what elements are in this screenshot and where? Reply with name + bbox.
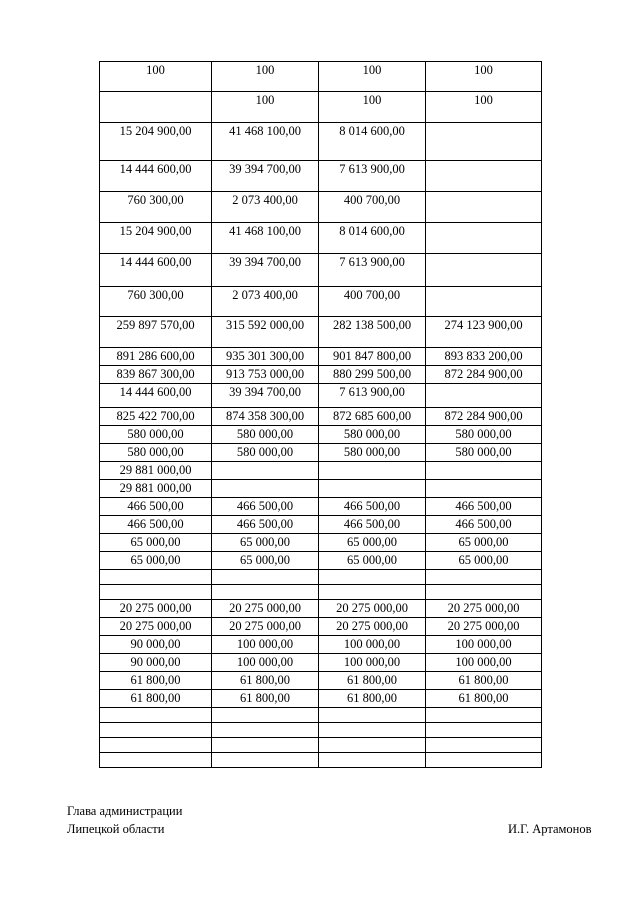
table-cell [212, 672, 319, 690]
cell-value: 580 000,00 [236, 427, 294, 441]
table-row [100, 738, 542, 753]
table-cell [426, 636, 542, 654]
table-cell [319, 672, 426, 690]
table-cell [426, 618, 542, 636]
table-cell [319, 408, 426, 426]
table-row [100, 123, 542, 161]
table-cell [319, 62, 426, 92]
table-cell [212, 738, 319, 753]
table-cell [100, 223, 212, 254]
table-cell [426, 123, 542, 161]
cell-value: 20 275 000,00 [447, 619, 520, 633]
table-cell [212, 498, 319, 516]
table-cell [426, 426, 542, 444]
cell-value: 61 800,00 [347, 673, 397, 687]
cell-value: 580 000,00 [343, 445, 401, 459]
cell-value: 259 897 570,00 [116, 318, 195, 332]
cell-value: 39 394 700,00 [229, 385, 301, 399]
cell-value: 400 700,00 [343, 288, 401, 302]
table-cell [100, 708, 212, 723]
cell-value: 100 [146, 63, 165, 77]
cell-value: 7 613 900,00 [339, 385, 405, 399]
cell-value: 100 [474, 93, 493, 107]
cell-value: 2 073 400,00 [232, 193, 298, 207]
cell-value: 100 [362, 63, 382, 77]
table-cell [212, 123, 319, 161]
table-cell [319, 366, 426, 384]
table-cell [212, 723, 319, 738]
table-cell [426, 254, 542, 287]
table-cell [426, 384, 542, 408]
cell-value: 100 000,00 [343, 637, 401, 651]
cell-value: 580 000,00 [127, 445, 184, 459]
cell-value: 14 444 600,00 [119, 162, 192, 176]
cell-value: 61 800,00 [458, 673, 509, 687]
cell-value: 65 000,00 [240, 535, 290, 549]
table-cell [319, 480, 426, 498]
table-cell [426, 161, 542, 192]
table-cell [319, 384, 426, 408]
table-cell [426, 348, 542, 366]
table-row [100, 753, 542, 768]
table-cell [426, 690, 542, 708]
cell-value: 880 299 500,00 [332, 367, 412, 381]
cell-value: 7 613 900,00 [339, 162, 405, 176]
cell-value: 61 800,00 [240, 673, 290, 687]
table-cell [212, 462, 319, 480]
table-cell [100, 384, 212, 408]
table-cell [319, 223, 426, 254]
table-cell [100, 254, 212, 287]
table-cell [426, 62, 542, 92]
table-row [100, 62, 542, 92]
table-cell [100, 570, 212, 585]
table-cell [319, 426, 426, 444]
cell-value: 466 500,00 [236, 499, 294, 513]
table-row [100, 708, 542, 723]
table-cell [100, 444, 212, 462]
table-cell [426, 516, 542, 534]
table-cell [212, 366, 319, 384]
table-row [100, 636, 542, 654]
cell-value: 872 284 900,00 [444, 367, 523, 381]
cell-value: 65 000,00 [130, 553, 181, 567]
table-row [100, 254, 542, 287]
cell-value: 466 500,00 [343, 499, 401, 513]
table-row [100, 366, 542, 384]
cell-value: 580 000,00 [455, 445, 512, 459]
table-cell [426, 462, 542, 480]
table-cell [100, 654, 212, 672]
cell-value: 29 881 000,00 [119, 463, 192, 477]
table-cell [319, 287, 426, 317]
cell-value: 935 301 300,00 [225, 349, 305, 363]
cell-value: 41 468 100,00 [229, 124, 301, 138]
cell-value: 901 847 800,00 [332, 349, 412, 363]
table-row [100, 92, 542, 123]
cell-value: 580 000,00 [127, 427, 184, 441]
table-cell [319, 636, 426, 654]
cell-value: 8 014 600,00 [339, 224, 405, 238]
table-cell [100, 690, 212, 708]
cell-value: 61 800,00 [130, 691, 181, 705]
cell-value: 872 685 600,00 [332, 409, 412, 423]
table-cell [319, 570, 426, 585]
cell-value: 20 275 000,00 [119, 601, 192, 615]
cell-value: 400 700,00 [343, 193, 401, 207]
table-cell [212, 287, 319, 317]
cell-value: 15 204 900,00 [119, 224, 192, 238]
cell-value: 315 592 000,00 [225, 318, 305, 332]
table-cell [426, 600, 542, 618]
table-cell [426, 92, 542, 123]
table-cell [212, 636, 319, 654]
table-cell [212, 254, 319, 287]
table-cell [100, 552, 212, 570]
cell-value: 39 394 700,00 [229, 162, 301, 176]
table-cell [426, 534, 542, 552]
cell-value: 760 300,00 [127, 193, 184, 207]
table-cell [100, 161, 212, 192]
cell-value: 466 500,00 [343, 517, 401, 531]
cell-value: 65 000,00 [458, 535, 509, 549]
table-cell [212, 534, 319, 552]
cell-value: 100 000,00 [455, 655, 512, 669]
cell-value: 466 500,00 [236, 517, 294, 531]
cell-value: 100 [474, 63, 493, 77]
table-cell [319, 753, 426, 768]
table-cell [100, 600, 212, 618]
table-cell [319, 708, 426, 723]
cell-value: 100 [362, 93, 382, 107]
table-cell [319, 161, 426, 192]
table-cell [100, 366, 212, 384]
budget-table-body [100, 62, 542, 768]
table-cell [212, 62, 319, 92]
table-row [100, 161, 542, 192]
table-cell [100, 534, 212, 552]
table-cell [212, 570, 319, 585]
table-cell [100, 426, 212, 444]
table-cell [212, 753, 319, 768]
table-cell [212, 223, 319, 254]
table-cell [212, 690, 319, 708]
table-row [100, 480, 542, 498]
cell-value: 891 286 600,00 [116, 349, 195, 363]
table-cell [319, 444, 426, 462]
cell-value: 466 500,00 [455, 499, 512, 513]
cell-value: 274 123 900,00 [444, 318, 523, 332]
table-cell [212, 654, 319, 672]
cell-value: 100 000,00 [236, 637, 294, 651]
cell-value: 65 000,00 [347, 535, 397, 549]
table-cell [426, 723, 542, 738]
table-cell [319, 723, 426, 738]
table-cell [100, 498, 212, 516]
table-cell [100, 348, 212, 366]
cell-value: 100 000,00 [236, 655, 294, 669]
table-row [100, 192, 542, 223]
cell-value: 282 138 500,00 [332, 318, 412, 332]
table-cell [319, 534, 426, 552]
table-cell [426, 753, 542, 768]
cell-value: 29 881 000,00 [119, 481, 192, 495]
cell-value: 913 753 000,00 [225, 367, 305, 381]
table-row [100, 516, 542, 534]
cell-value: 14 444 600,00 [119, 255, 192, 269]
cell-value: 8 014 600,00 [339, 124, 405, 138]
cell-value: 100 000,00 [455, 637, 512, 651]
table-row [100, 654, 542, 672]
budget-table [99, 61, 542, 768]
table-cell [426, 223, 542, 254]
cell-value: 90 000,00 [130, 637, 181, 651]
table-row [100, 672, 542, 690]
table-cell [319, 462, 426, 480]
cell-value: 466 500,00 [455, 517, 512, 531]
table-cell [426, 570, 542, 585]
table-row [100, 723, 542, 738]
table-cell [100, 738, 212, 753]
table-cell [100, 462, 212, 480]
table-cell [100, 408, 212, 426]
cell-value: 39 394 700,00 [229, 255, 301, 269]
table-row [100, 552, 542, 570]
table-cell [319, 516, 426, 534]
cell-value: 20 275 000,00 [336, 619, 408, 633]
table-cell [426, 585, 542, 600]
table-row [100, 618, 542, 636]
table-cell [426, 552, 542, 570]
table-cell [100, 123, 212, 161]
table-cell [319, 552, 426, 570]
cell-value: 100 000,00 [343, 655, 401, 669]
cell-value: 580 000,00 [343, 427, 401, 441]
table-cell [212, 426, 319, 444]
table-cell [212, 348, 319, 366]
table-cell [100, 516, 212, 534]
table-cell [319, 618, 426, 636]
table-row [100, 690, 542, 708]
table-cell [212, 317, 319, 348]
cell-value: 20 275 000,00 [336, 601, 408, 615]
cell-value: 100 [255, 63, 275, 77]
table-cell [100, 723, 212, 738]
table-cell [100, 753, 212, 768]
table-row [100, 287, 542, 317]
table-row [100, 426, 542, 444]
table-cell [319, 254, 426, 287]
table-cell [212, 384, 319, 408]
table-cell [319, 585, 426, 600]
table-cell [319, 92, 426, 123]
table-row [100, 444, 542, 462]
table-cell [426, 287, 542, 317]
table-cell [100, 480, 212, 498]
table-cell [100, 92, 212, 123]
table-row [100, 534, 542, 552]
cell-value: 90 000,00 [130, 655, 181, 669]
signatory-title-line1: Глава администрации [67, 804, 183, 818]
table-cell [212, 600, 319, 618]
table-row [100, 408, 542, 426]
table-cell [319, 690, 426, 708]
table-cell [100, 618, 212, 636]
table-cell [319, 192, 426, 223]
table-cell [319, 738, 426, 753]
table-cell [426, 654, 542, 672]
cell-value: 61 800,00 [130, 673, 181, 687]
table-cell [100, 287, 212, 317]
table-cell [100, 672, 212, 690]
cell-value: 61 800,00 [240, 691, 290, 705]
cell-value: 580 000,00 [455, 427, 512, 441]
cell-value: 41 468 100,00 [229, 224, 301, 238]
table-cell [426, 444, 542, 462]
table-cell [426, 498, 542, 516]
signatory-title-line2: Липецкой области [67, 822, 165, 836]
table-cell [319, 123, 426, 161]
cell-value: 61 800,00 [458, 691, 509, 705]
cell-value: 839 867 300,00 [116, 367, 195, 381]
cell-value: 61 800,00 [347, 691, 397, 705]
cell-value: 65 000,00 [130, 535, 181, 549]
cell-value: 65 000,00 [347, 553, 397, 567]
cell-value: 100 [255, 93, 275, 107]
cell-value: 466 500,00 [127, 517, 184, 531]
table-cell [319, 498, 426, 516]
table-row [100, 570, 542, 585]
cell-value: 893 833 200,00 [444, 349, 523, 363]
table-cell [212, 480, 319, 498]
cell-value: 874 358 300,00 [225, 409, 305, 423]
table-cell [426, 672, 542, 690]
table-cell [212, 161, 319, 192]
cell-value: 872 284 900,00 [444, 409, 523, 423]
cell-value: 15 204 900,00 [119, 124, 192, 138]
table-cell [426, 480, 542, 498]
cell-value: 20 275 000,00 [447, 601, 520, 615]
cell-value: 14 444 600,00 [119, 385, 192, 399]
table-cell [426, 366, 542, 384]
table-cell [212, 552, 319, 570]
table-row [100, 384, 542, 408]
cell-value: 7 613 900,00 [339, 255, 405, 269]
table-cell [426, 317, 542, 348]
table-cell [212, 408, 319, 426]
table-cell [212, 618, 319, 636]
cell-value: 580 000,00 [236, 445, 294, 459]
table-cell [100, 585, 212, 600]
cell-value: 466 500,00 [127, 499, 184, 513]
cell-value: 20 275 000,00 [229, 601, 301, 615]
table-row [100, 498, 542, 516]
table-cell [212, 708, 319, 723]
table-row [100, 223, 542, 254]
signatory-name: И.Г. Артамонов [508, 822, 592, 836]
table-row [100, 348, 542, 366]
table-row [100, 317, 542, 348]
table-cell [212, 92, 319, 123]
table-cell [100, 317, 212, 348]
table-cell [212, 585, 319, 600]
table-cell [212, 516, 319, 534]
cell-value: 20 275 000,00 [229, 619, 301, 633]
table-cell [319, 600, 426, 618]
cell-value: 2 073 400,00 [232, 288, 298, 302]
table-cell [319, 654, 426, 672]
cell-value: 760 300,00 [127, 288, 184, 302]
table-row [100, 585, 542, 600]
table-cell [212, 444, 319, 462]
table-cell [319, 317, 426, 348]
table-row [100, 462, 542, 480]
table-cell [426, 738, 542, 753]
table-row [100, 600, 542, 618]
table-cell [100, 636, 212, 654]
cell-value: 65 000,00 [458, 553, 509, 567]
cell-value: 825 422 700,00 [116, 409, 195, 423]
table-cell [319, 348, 426, 366]
table-cell [426, 192, 542, 223]
table-cell [426, 408, 542, 426]
table-cell [212, 192, 319, 223]
table-cell [100, 62, 212, 92]
table-cell [426, 708, 542, 723]
cell-value: 65 000,00 [240, 553, 290, 567]
cell-value: 20 275 000,00 [119, 619, 192, 633]
table-cell [100, 192, 212, 223]
